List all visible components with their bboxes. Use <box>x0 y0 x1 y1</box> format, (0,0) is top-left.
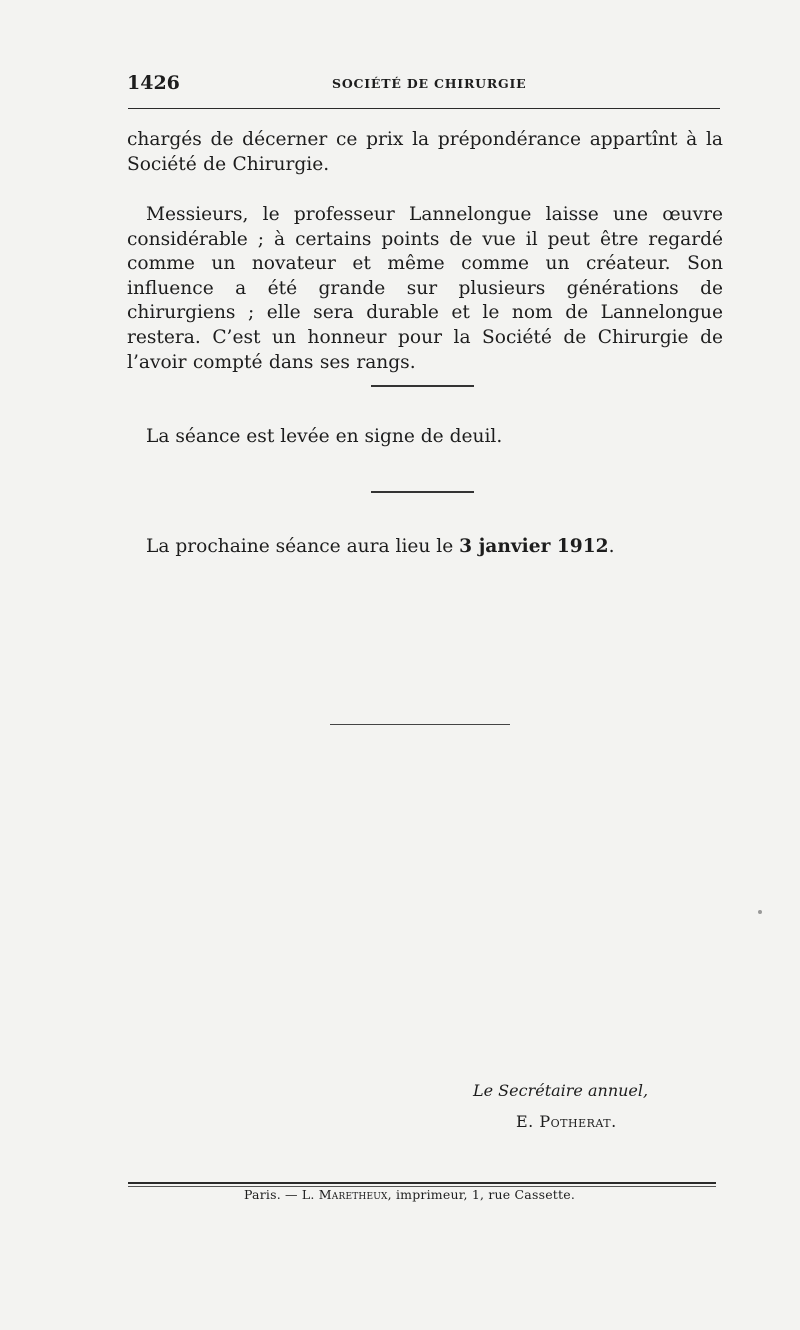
printer-imprint <box>244 1187 575 1202</box>
section-separator <box>371 385 474 387</box>
next-session-line <box>146 536 615 557</box>
signature-name <box>516 1112 617 1131</box>
signature-initial: E. <box>516 1112 540 1131</box>
signature-surname: Potherat <box>539 1112 612 1131</box>
closing-line: La séance est levée en signe de deuil. <box>146 426 503 447</box>
end-rule <box>330 724 510 725</box>
header-rule <box>128 108 720 109</box>
next-session-prefix: La prochaine séance aura lieu le <box>146 536 460 557</box>
signature-title: Le Secrétaire annuel, <box>473 1081 649 1100</box>
page-header <box>127 72 720 98</box>
signature-suffix: . <box>611 1112 617 1131</box>
section-separator <box>371 491 474 493</box>
paper-speck <box>758 910 762 914</box>
paragraph-continuation: chargés de décerner ce prix la prépondérance appartînt à la Société de Chirurgie. <box>127 129 723 175</box>
footer-rule <box>128 1182 716 1184</box>
paragraph-tribute: Messieurs, le professeur Lannelongue laisse une œuvre considérable ; à certains points de vue il peut être regardé comme un novateur et même comme un créateur. Son influence a été grande sur plusieurs générations de chirurgiens ; elle sera durable et le nom de Lannelongue restera. C’est un honneur pour la Société de Chirurgie de l’avoir compté dans ses rangs. <box>127 204 723 373</box>
imprint-printer: Maretheux <box>318 1187 388 1202</box>
imprint-prefix: Paris. — L. <box>244 1187 319 1202</box>
page-number: 1426 <box>127 72 180 94</box>
next-session-suffix: . <box>608 536 615 557</box>
next-session-date: 3 janvier 1912 <box>459 536 609 557</box>
running-head: SOCIÉTÉ DE CHIRURGIE <box>332 76 527 91</box>
imprint-suffix: , imprimeur, 1, rue Cassette. <box>387 1187 576 1202</box>
